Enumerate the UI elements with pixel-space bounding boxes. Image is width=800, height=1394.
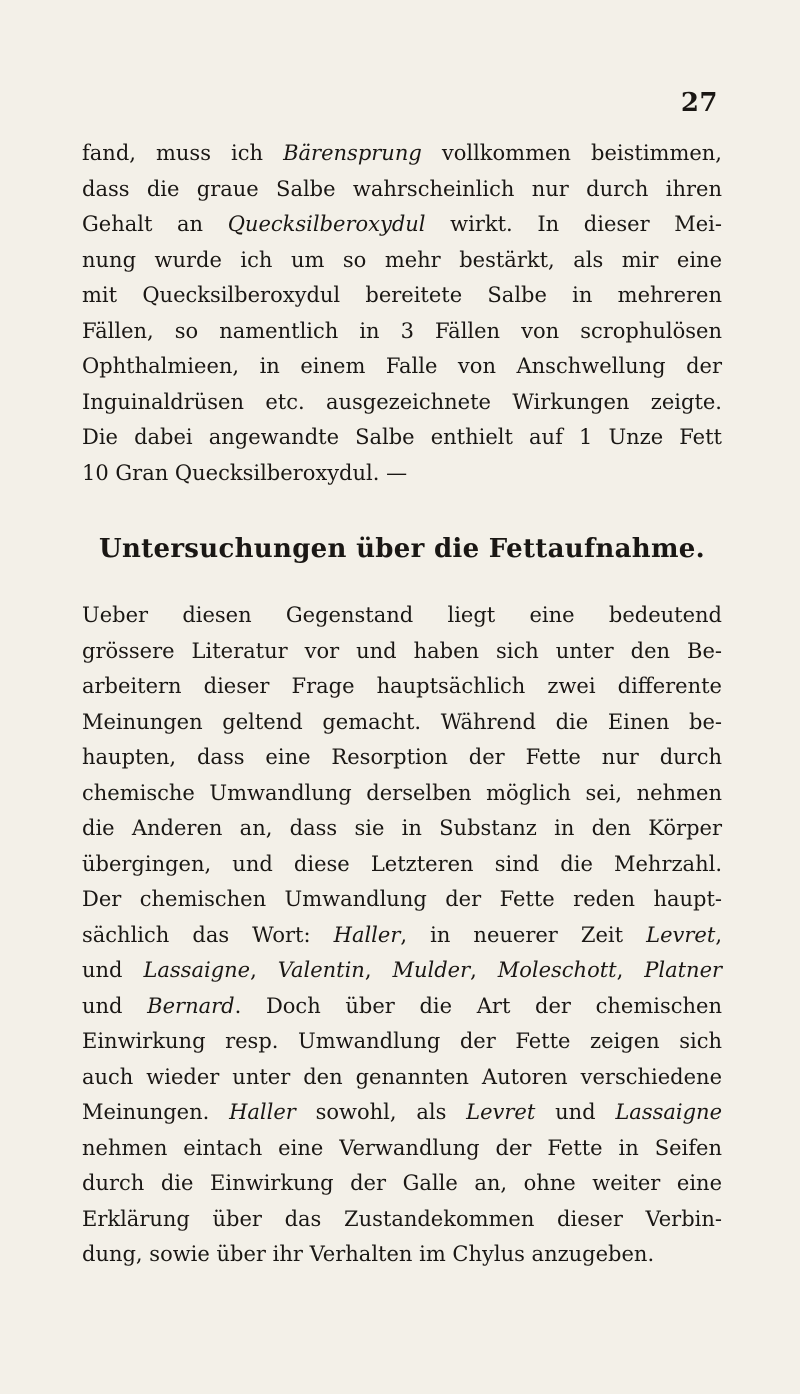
text-line: Die dabei angewandte Salbe enthielt auf 1 Unze Fett: [82, 425, 722, 449]
text-line: Fällen, so namentlich in 3 Fällen von scrophulösen: [82, 318, 722, 343]
text-line: 10 Gran Quecksilberoxydul. —: [82, 460, 408, 485]
italic-name: Valentin: [277, 958, 365, 982]
text-line: durch die Einwirkung der Galle an, ohne weiter eine: [82, 1171, 722, 1195]
italic-name: Quecksilberoxydul: [227, 212, 426, 236]
text-line: Ophthalmieen, in einem Falle von Anschwellung der: [82, 354, 722, 378]
text-line: arbeitern dieser Frage hauptsächlich zwei differente: [82, 674, 722, 698]
italic-name: Haller: [333, 922, 401, 947]
text-line: Ueber diesen Gegenstand liegt eine bedeutend: [82, 603, 722, 627]
text-line: auch wieder unter den genannten Autoren verschiedene: [82, 1064, 722, 1089]
text-line: fand, muss ich Bärensprung vollkommen beistimmen,: [82, 141, 722, 165]
text-line: Inguinaldrüsen etc. ausgezeichnete Wirkungen zeigte.: [82, 389, 722, 414]
text-line: und Bernard. Doch über die Art der chemischen: [82, 993, 722, 1018]
text-line: nung wurde ich um so mehr bestärkt, als mir eine: [82, 247, 722, 272]
page-number: 27: [680, 88, 718, 118]
text-line: grössere Literatur vor und haben sich unter den Be-: [82, 638, 722, 663]
italic-name: Lassaigne: [615, 1100, 723, 1124]
text-line: Erklärung über das Zustandekommen dieser Verbin-: [82, 1206, 722, 1231]
italic-name: Platner: [644, 958, 723, 982]
text-line: nehmen eintach eine Verwandlung der Fette in Seifen: [82, 1135, 722, 1160]
italic-name: Levret: [646, 922, 716, 947]
text-line: Gehalt an Quecksilberoxydul wirkt. In dieser Mei-: [82, 212, 722, 236]
text-line: sächlich das Wort: Haller, in neuerer Zeit Levret,: [82, 922, 722, 947]
italic-name: Mulder: [392, 958, 471, 982]
text-line: Der chemischen Umwandlung der Fette reden haupt-: [82, 887, 722, 911]
italic-name: Haller: [229, 1100, 296, 1124]
text-line: Einwirkung resp. Umwandlung der Fette zeigen sich: [82, 1029, 722, 1053]
text-line: Meinungen. Haller sowohl, als Levret und Lassaigne: [82, 1100, 723, 1124]
text-line: und Lassaigne, Valentin, Mulder, Moleschott, Platner: [82, 958, 723, 982]
italic-name: Levret: [466, 1100, 536, 1124]
text-line: dung, sowie über ihr Verhalten im Chylus anzugeben.: [82, 1242, 655, 1266]
section-heading: Untersuchungen über die Fettaufnahme.: [98, 534, 705, 564]
italic-name: Bärensprung: [283, 141, 422, 165]
text-line: haupten, dass eine Resorption der Fette nur durch: [82, 745, 722, 769]
italic-name: Lassaigne: [143, 958, 251, 982]
text-line: Meinungen geltend gemacht. Während die Einen be-: [82, 709, 722, 734]
text-line: chemische Umwandlung derselben möglich sei, nehmen: [82, 780, 722, 805]
text-line: die Anderen an, dass sie in Substanz in den Körper: [82, 816, 722, 840]
text-line: dass die graue Salbe wahrscheinlich nur durch ihren: [82, 176, 722, 201]
italic-name: Bernard: [147, 993, 235, 1018]
italic-name: Moleschott: [497, 958, 617, 982]
text-line: mit Quecksilberoxydul bereitete Salbe in mehreren: [82, 283, 722, 307]
text-line: übergingen, und diese Letzteren sind die Mehrzahl.: [82, 851, 722, 876]
paragraph-1: [82, 136, 722, 491]
paragraph-2: [82, 598, 722, 1273]
